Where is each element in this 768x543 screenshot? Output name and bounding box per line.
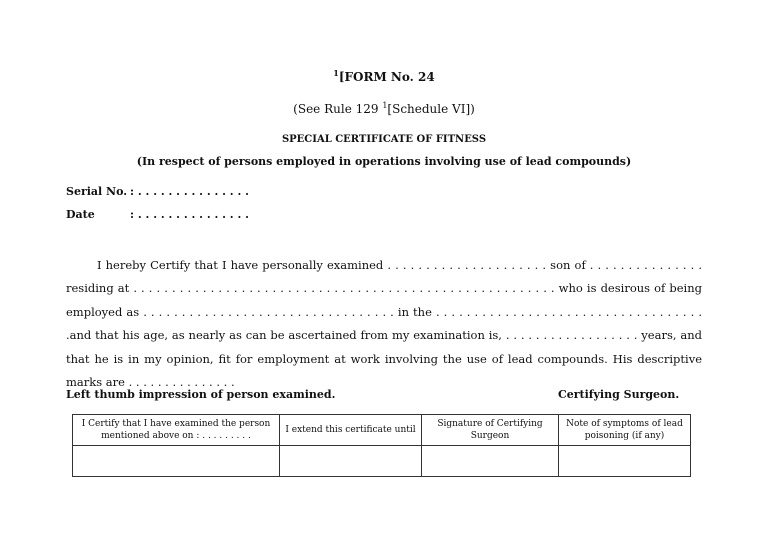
- table-cell-surgeon-signature: [422, 446, 559, 477]
- rule-reference-after: [Schedule VI]): [387, 102, 475, 116]
- date-value: : . . . . . . . . . . . . . . .: [130, 208, 249, 221]
- certifying-surgeon-label: Certifying Surgeon.: [558, 388, 680, 401]
- form-title: [0, 68, 768, 84]
- table-header-lead-symptoms: Note of symptoms of lead poisoning (if any): [559, 415, 691, 446]
- certificate-body: [66, 254, 702, 394]
- rule-reference-before: (See Rule 129: [293, 102, 383, 116]
- rule-reference: [0, 101, 768, 116]
- date-label: Date: [66, 208, 95, 221]
- certificate-subheading: (In respect of persons employed in operations involving use of lead compounds): [136, 155, 632, 168]
- serial-number-value: : . . . . . . . . . . . . . . .: [130, 185, 249, 198]
- table-header-surgeon-signature: Signature of Certifying Surgeon: [422, 415, 559, 446]
- table-header-examined-on: I Certify that I have examined the person mentioned above on : . . . . . . . . .: [73, 415, 280, 446]
- table-cell-lead-symptoms: [559, 446, 691, 477]
- serial-number-label: Serial No.: [66, 185, 128, 198]
- rule-reference-footnote-mark: 1: [382, 101, 388, 110]
- certificate-paragraph: I hereby Certify that I have personally examined . . . . . . . . . . . . . . . . . . . . . son of . . . . . . . . . . . . . . . residing at . . . . . . . . . . . . . . . . . . . . . . . . . . . . . . . . . . . . . . . . . . . . . . . . . . . . . . . who is desirous of being employed as . . . . . . . . . . . . . . . . . . . . . . . . . . . . . . . . . in the . . . . . . . . . . . . . . . . . . . . . . . . . . . . . . . . . . . .and that his age, as nearly as can be ascertained from my examination is, . . . . . . . . . . . . . . . . . . years, and that he is in my opinion, fit for employment at work involving the use of lead compounds. His descriptive marks are . . . . . . . . . . . . . . .: [66, 258, 702, 390]
- table-row: [73, 446, 691, 477]
- form-title-footnote-mark: 1: [333, 68, 339, 78]
- table-cell-extend-until: [280, 446, 422, 477]
- form-title-text: [FORM No. 24: [338, 70, 435, 84]
- table-header-extend-until: I extend this certificate until: [280, 415, 422, 446]
- certificate-heading: SPECIAL CERTIFICATE OF FITNESS: [281, 134, 487, 145]
- left-thumb-label: Left thumb impression of person examined.: [66, 388, 336, 401]
- certificate-table: [72, 414, 691, 477]
- table-header-row: [73, 415, 691, 446]
- table-cell-examined-on: [73, 446, 280, 477]
